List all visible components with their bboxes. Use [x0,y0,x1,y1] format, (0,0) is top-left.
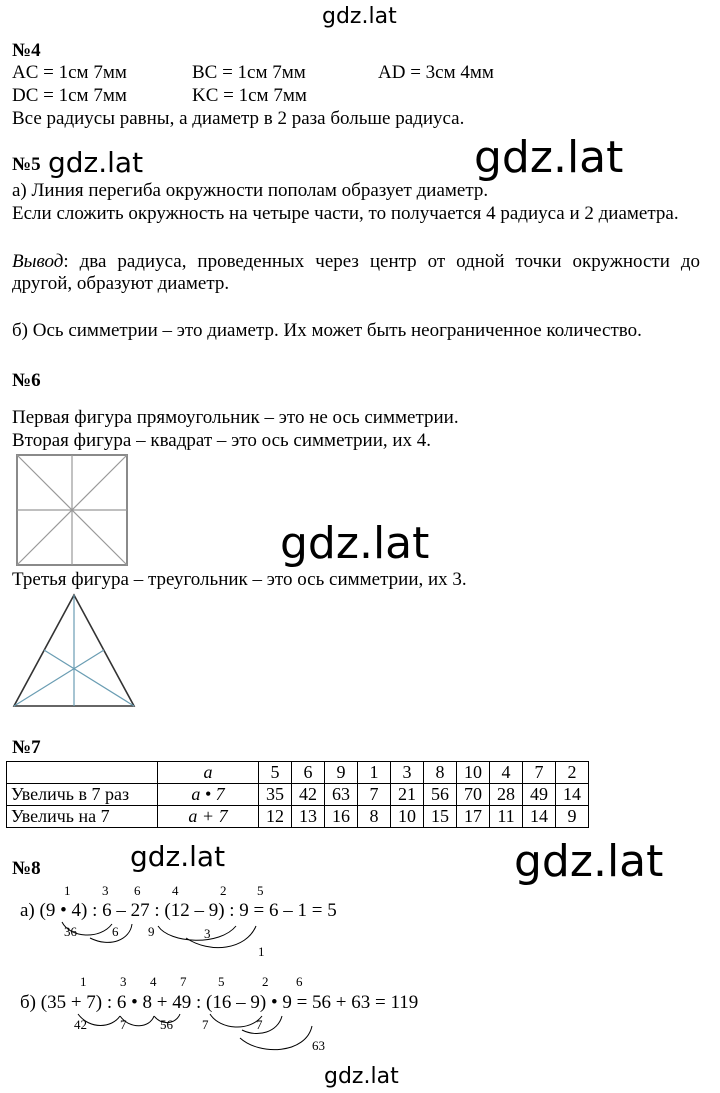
order-number: 7 [180,974,187,989]
result-number: 7 [256,1017,263,1032]
table-cell: 21 [391,784,424,806]
watermark-right-2: gdz.lat [514,836,664,887]
order-number: 5 [257,883,264,898]
order-number: 4 [172,883,179,898]
result-number: 1 [258,944,265,959]
table-cell: 14 [523,806,556,828]
order-number: 6 [296,974,303,989]
table-row [7,784,589,806]
table-cell: 14 [556,784,589,806]
watermark-top: gdz.lat [322,4,397,29]
order-number: 6 [134,883,141,898]
table-cell: 8 [424,762,457,784]
table-cell: a [158,762,259,784]
table-cell: 28 [490,784,523,806]
order-number: 2 [220,883,227,898]
result-number: 3 [204,926,211,941]
expression-a: а) (9 • 4) : 6 – 27 : (12 – 9) : 9 = 6 – 1 = 5 [20,900,337,921]
table-cell: 10 [457,762,490,784]
table-cell: 35 [259,784,292,806]
result-number: 7 [120,1017,127,1032]
table-cell: 4 [490,762,523,784]
table-cell: 9 [325,762,358,784]
table-row [7,806,589,828]
table-cell: 1 [358,762,391,784]
table-cell: 63 [325,784,358,806]
watermark-bottom: gdz.lat [324,1064,399,1089]
table-cell: 49 [523,784,556,806]
section-5-b: б) Ось симметрии – это диаметр. Их может быть неограниченное количество. [12,320,642,341]
result-number: 6 [112,924,119,939]
watermark-left-1: gdz.lat [48,146,144,179]
order-number: 4 [150,974,157,989]
table-cell: 5 [259,762,292,784]
result-number: 56 [160,1017,173,1032]
watermark-center: gdz.lat [280,518,430,569]
result-number: 36 [64,924,77,939]
expression-b-arcs [50,1010,350,1060]
table-cell: 70 [457,784,490,806]
section-5-a: а) Линия перегиба окружности пополам образует диаметр. [12,180,489,201]
section-5-a2: Если сложить окружность на четыре части, то получается 4 радиуса и 2 диаметра. [12,203,679,224]
triangle-axis-2 [14,650,104,706]
section-8-title: №8 [12,858,41,879]
section-5-title: №5 [12,154,41,175]
table-cell: 2 [556,762,589,784]
order-number: 1 [80,974,87,989]
table-cell: Увеличь в 7 раз [7,784,158,806]
section-6-title: №6 [12,370,41,391]
table-cell: 7 [523,762,556,784]
ad-length: AD = 3см 4мм [378,62,494,83]
section-6-line-3: Третья фигура – треугольник – это ось симметрии, их 3. [12,569,467,590]
order-number: 2 [262,974,269,989]
table-cell: 42 [292,784,325,806]
table-cell: 6 [292,762,325,784]
triangle-axis-3 [44,650,134,706]
table-cell: 15 [424,806,457,828]
order-number: 3 [120,974,127,989]
table-cell: 13 [292,806,325,828]
table-cell: 9 [556,806,589,828]
dc-length: DC = 1см 7мм [12,85,127,106]
conclusion-text: : два радиуса, проведенных через центр от одной точки окружности до другой, образуют диаметр. [12,251,700,294]
table-cell [7,762,158,784]
square-figure [14,452,132,570]
table-cell: 8 [358,806,391,828]
order-number: 3 [102,883,109,898]
section-4-title: №4 [12,40,41,61]
order-number: 1 [64,883,71,898]
result-number: 42 [74,1017,87,1032]
table-cell: 17 [457,806,490,828]
section-6-line-2: Вторая фигура – квадрат – это ось симметрии, их 4. [12,430,432,451]
result-number: 9 [148,924,155,939]
triangle-figure [10,590,138,712]
table-cell: 11 [490,806,523,828]
bc-length: BC = 1см 7мм [192,62,306,83]
conclusion-label: Вывод [12,251,64,272]
section-7-table [6,761,589,828]
kc-length: KC = 1см 7мм [192,85,307,106]
section-7-title: №7 [12,737,41,758]
table-cell: a • 7 [158,784,259,806]
section-4-note: Все радиусы равны, а диаметр в 2 раза больше радиуса. [12,108,465,129]
expression-b: б) (35 + 7) : 6 • 8 + 49 : (16 – 9) • 9 = 56 + 63 = 119 [20,992,419,1013]
table-cell: 56 [424,784,457,806]
table-cell: 12 [259,806,292,828]
table-cell: 10 [391,806,424,828]
result-number: 7 [202,1017,209,1032]
section-6-line-1: Первая фигура прямоугольник – это не ось симметрии. [12,407,459,428]
table-cell: 7 [358,784,391,806]
table-cell: 16 [325,806,358,828]
section-5-conclusion [12,251,700,295]
watermark-right-1: gdz.lat [474,132,624,183]
table-cell: Увеличь на 7 [7,806,158,828]
ac-length: AC = 1см 7мм [12,62,127,83]
result-number: 63 [312,1038,325,1053]
table-cell: a + 7 [158,806,259,828]
table-row [7,762,589,784]
watermark-left-2: gdz.lat [130,840,226,873]
table-cell: 3 [391,762,424,784]
order-number: 5 [218,974,225,989]
